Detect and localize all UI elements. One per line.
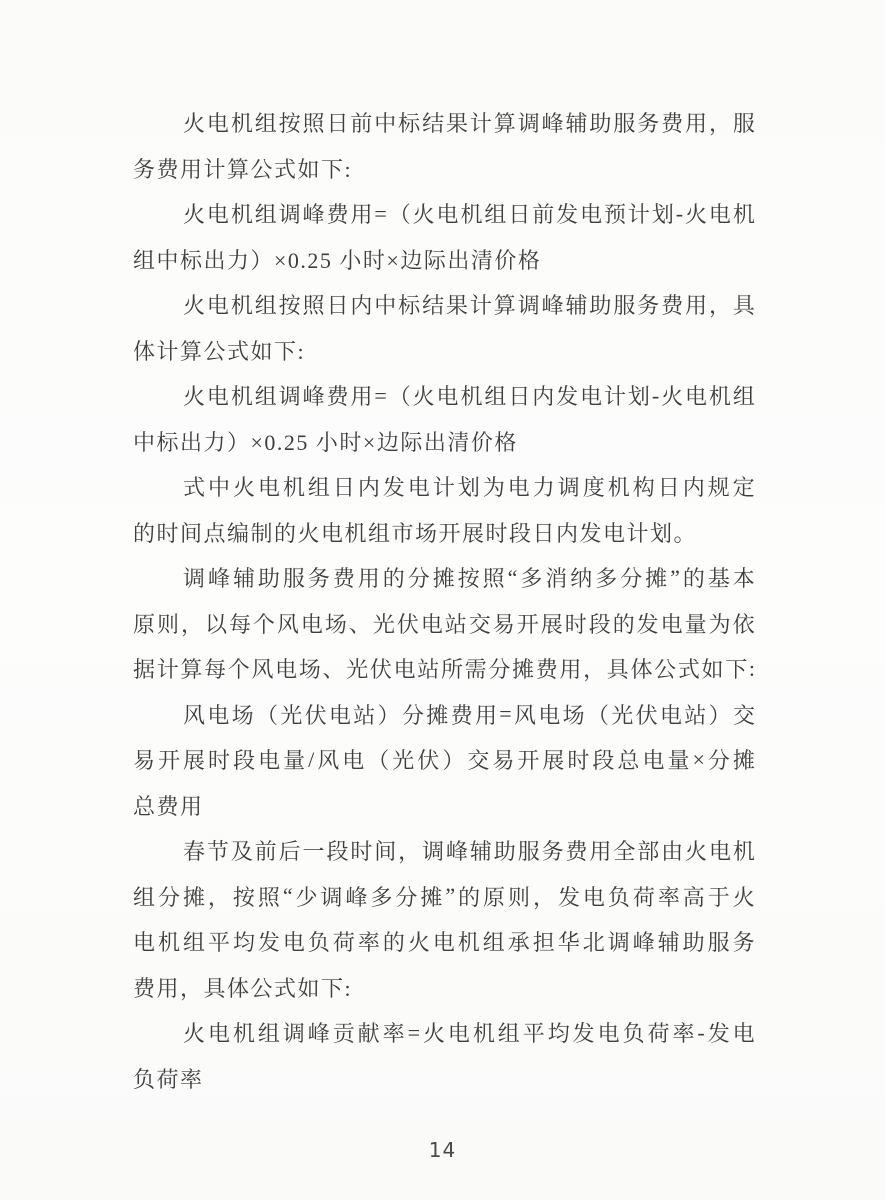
document-body xyxy=(133,100,755,1101)
text-line: 电 机 组 平 均 发 电 负 荷 率 的 火 电 机 组 承 担 华 北 调 峰 辅 助 服 务 xyxy=(133,930,755,956)
text-line: 调 峰 辅 助 服 务 费 用 的 分 摊 按 照 “ 多 消 纳 多 分 摊 ” 的 基 本 xyxy=(183,564,755,592)
text-line: 风 电 场 （ 光 伏 电 站 ） 分 摊 费 用 = 风 电 场 （ 光 伏 电 站 ） 交 xyxy=(183,701,755,728)
text-line: 务费用计算公式如下: xyxy=(133,156,353,182)
text-line: 式 中 火 电 机 组 日 内 发 电 计 划 为 电 力 调 度 机 构 日 内 规 定 xyxy=(183,475,755,501)
text-line: 总费用 xyxy=(133,793,204,819)
text-line: 费用，具体公式如下: xyxy=(133,975,353,1001)
text-line: 原 则 ， 以 每 个 风 电 场 、 光 伏 电 站 交 易 开 展 时 段 的 发 电 量 为 依 xyxy=(133,611,755,637)
text-line: 春 节 及 前 后 一 段 时 间 ， 调 峰 辅 助 服 务 费 用 全 部 由 火 电 机 xyxy=(183,839,755,865)
text-line: 火 电 机 组 按 照 日 前 中 标 结 果 计 算 调 峰 辅 助 服 务 费 用 ， 服 xyxy=(183,111,755,137)
text-line: 易 开 展 时 段 电 量 / 风 电 （ 光 伏 ） 交 易 开 展 时 段 总 电 量 × 分 摊 xyxy=(133,746,755,774)
text-line: 组中标出力）×0.25 小时×边际出清价格 xyxy=(133,247,542,273)
text-line: 火 电 机 组 按 照 日 内 中 标 结 果 计 算 调 峰 辅 助 服 务 费 用 ， 具 xyxy=(183,293,755,319)
text-line: 负荷率 xyxy=(133,1066,204,1092)
page-number: 14 xyxy=(428,1138,457,1162)
text-line: 火 电 机 组 调 峰 贡 献 率 = 火 电 机 组 平 均 发 电 负 荷 率 - 发 电 xyxy=(183,1019,755,1047)
text-line: 据 计 算 每 个 风 电 场 、 光 伏 电 站 所 需 分 摊 费 用 ， 具 体 公 式 如 下 : xyxy=(133,655,755,683)
text-line: 火 电 机 组 调 峰 费 用 = （ 火 电 机 组 日 内 发 电 计 划 - 火 电 机 组 xyxy=(183,382,755,410)
text-line: 体计算公式如下: xyxy=(133,338,306,364)
text-line: 的时间点编制的火电机组市场开展时段日内发电计划。 xyxy=(133,520,698,546)
text-line: 组 分 摊 ， 按 照 “ 少 调 峰 多 分 摊 ” 的 原 则 ， 发 电 负 荷 率 高 于 火 xyxy=(133,883,755,910)
text-line: 火 电 机 组 调 峰 费 用 = （ 火 电 机 组 日 前 发 电 预 计 划 - 火 电 机 xyxy=(183,200,755,228)
text-line: 中标出力）×0.25 小时×边际出清价格 xyxy=(133,429,518,455)
